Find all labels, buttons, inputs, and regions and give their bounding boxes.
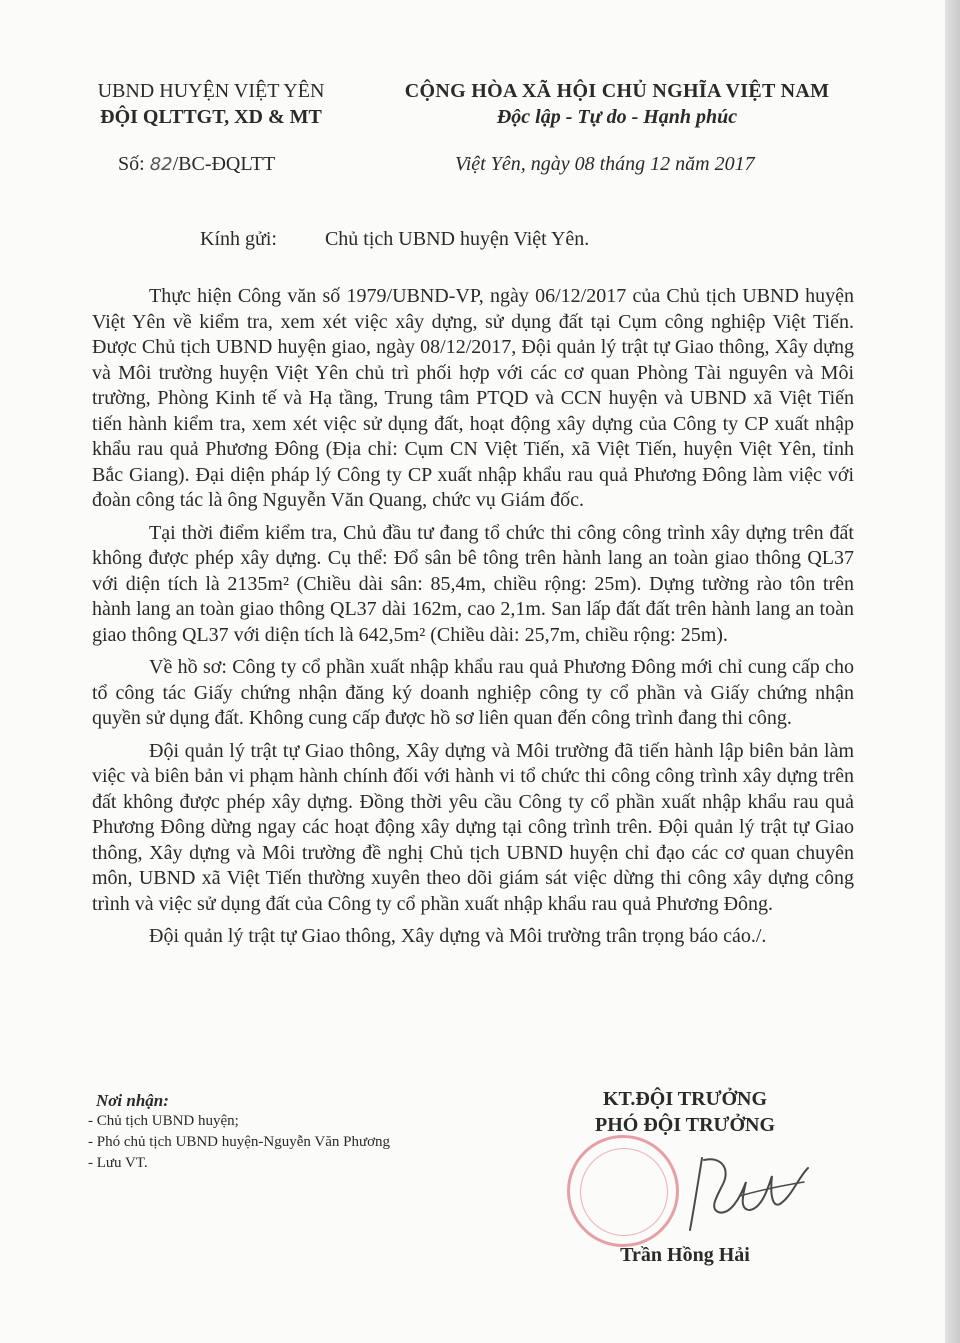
distribution-item: - Phó chủ tịch UBND huyện-Nguyễn Văn Phương [88,1134,391,1150]
signature-title-line-2: PHÓ ĐỘI TRƯỞNG [594,1114,775,1136]
document-number [118,153,275,176]
report-body [92,284,854,957]
signature-title-line-1: KT.ĐỘI TRƯỞNG [602,1088,768,1110]
agency-line-2: ĐỘI QLTTGT, XD & MT [100,106,322,128]
agency-line-1: UBND HUYỆN VIỆT YÊN [97,80,325,102]
paragraph: Đội quản lý trật tự Giao thông, Xây dựng và Môi trường đã tiến hành lập biên bản làm việc và biên bản vi phạm hành chính đối với hành vi tổ chức thi công công trình xây dựng trên đất không được phép xây dựng. Đồng thời yêu cầu Công ty cổ phần xuất nhập khẩu rau quả Phương Đông dừng ngay các hoạt động xây dựng tại công trình trên. Đội quản lý trật tự Giao thông, Xây dựng và Môi trường đề nghị Chủ tịch UBND huyện chỉ đạo các cơ quan chuyên môn, UBND xã Việt Tiến thường xuyên theo dõi giám sát việc dừng thi công xây dựng công trình và việc sử dụng đất của Công ty cổ phần xuất nhập khẩu rau quả Phương Đông. [92,739,854,915]
doc-number-prefix: Số: [118,153,150,175]
distribution-item: - Chủ tịch UBND huyện; [88,1113,239,1129]
motto: Độc lập - Tự do - Hạnh phúc [496,106,738,128]
doc-number-handwritten: 82 [149,154,173,175]
country-name: CỘNG HÒA XÃ HỘI CHỦ NGHĨA VIỆT NAM [404,80,830,102]
distribution-list [88,1090,390,1174]
issuing-agency [76,78,346,130]
official-seal [567,1135,679,1247]
recipient-name: Chủ tịch UBND huyện Việt Yên. [324,228,590,250]
recipient-line [200,228,589,251]
national-motto [372,78,862,130]
recipient-label: Kính gửi: [200,228,277,250]
paragraph: Đội quản lý trật tự Giao thông, Xây dựng và Môi trường trân trọng báo cáo./. [149,925,767,947]
paragraph: Tại thời điểm kiểm tra, Chủ đầu tư đang tổ chức thi công công trình xây dựng trên đất không được phép xây dựng. Cụ thể: Đổ sân bê tông trên hành lang an toàn giao thông QL37 với diện tích là 2135m² (Chiều dài sân: 85,4m, chiều rộng: 25m). Dựng tường rào tôn trên hành lang an toàn giao thông QL37 dài 162m, cao 2,1m. San lấp đất đất trên hành lang an toàn giao thông QL37 với diện tích là 642,5m² (Chiều dài: 25,7m, chiều rộng: 25m). [92,521,854,646]
paragraph: Thực hiện Công văn số 1979/UBND-VP, ngày 06/12/2017 của Chủ tịch UBND huyện Việt Yên về kiểm tra, xem xét việc xây dựng, sử dụng đất tại Cụm công nghiệp Việt Tiến. Được Chủ tịch UBND huyện giao, ngày 08/12/2017, Đội quản lý trật tự Giao thông, Xây dựng và Môi trường huyện Việt Yên chủ trì phối hợp với các cơ quan Phòng Tài nguyên và Môi trường, Phòng Kinh tế và Hạ tầng, Trung tâm PTQD và CCN huyện và UBND xã Việt Tiến tiến hành kiểm tra, xem xét việc sử dụng đất, hoạt động xây dựng của Công ty CP xuất nhập khẩu rau quả Phương Đông (Địa chỉ: Cụm CN Việt Tiến, xã Việt Tiến, huyện Việt Yên, tỉnh Bắc Giang). Đại diện pháp lý Công ty CP xuất nhập khẩu rau quả Phương Đông làm việc với đoàn công tác là ông Nguyễn Văn Quang, chức vụ Giám đốc. [92,285,854,511]
signature-title [560,1086,810,1138]
place-and-date: Việt Yên, ngày 08 tháng 12 năm 2017 [455,153,755,175]
page-edge [945,0,960,1343]
handwritten-signature [680,1138,810,1238]
distribution-item: - Lưu VT. [88,1155,148,1171]
signer-name: Trần Hồng Hải [620,1244,750,1266]
distribution-title: Nơi nhận: [96,1091,169,1110]
paragraph: Về hồ sơ: Công ty cổ phần xuất nhập khẩu rau quả Phương Đông mới chỉ cung cấp cho tổ công tác Giấy chứng nhận đăng ký doanh nghiệp công ty cổ phần và Giấy chứng nhận quyền sử dụng đất. Không cung cấp được hồ sơ liên quan đến công trình đang thi công. [92,656,854,729]
doc-number-suffix: /BC-ĐQLTT [172,153,276,175]
